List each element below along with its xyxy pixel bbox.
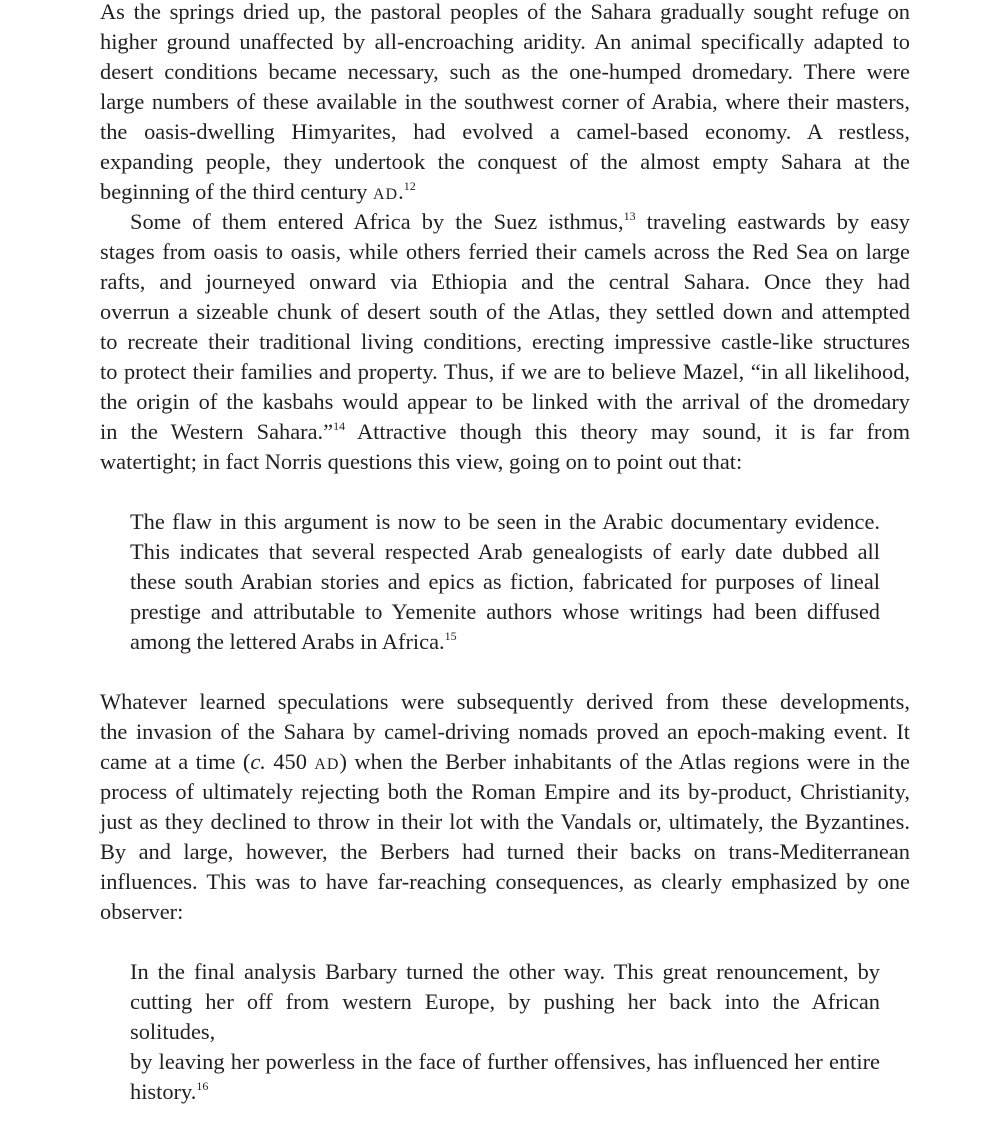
text-line: observer: xyxy=(100,899,184,924)
text-line: prestige and attributable to Yemenite authors whose writings had been diffused xyxy=(130,599,880,624)
text-line: watertight; in fact Norris questions this view, going on to point out that: xyxy=(100,449,743,474)
text: history. xyxy=(130,1079,197,1104)
paragraph-2 xyxy=(100,207,910,477)
text-line: process of ultimately rejecting both the Roman Empire and its by-product, Christianity, xyxy=(100,779,910,804)
text-line xyxy=(130,627,880,657)
text: ) when the Berber inhabitants of the Atlas regions were in the xyxy=(339,749,910,774)
text-line xyxy=(100,207,910,237)
text-line: just as they declined to throw in their lot with the Vandals or, ultimately, the Byzantines. xyxy=(100,809,910,834)
small-caps-era: ad xyxy=(372,179,399,204)
book-page xyxy=(100,0,910,1137)
text-line: The flaw in this argument is now to be seen in the Arabic documentary evidence. xyxy=(130,509,880,534)
footnote-ref-14[interactable]: 14 xyxy=(333,419,346,433)
text-line: As the springs dried up, the pastoral peoples of the Sahara gradually sought refuge on xyxy=(100,0,910,24)
block-quote-2 xyxy=(130,957,880,1107)
text-line: the oasis-dwelling Himyarites, had evolved a camel-based economy. A restless, xyxy=(100,119,910,144)
small-caps-era: ad xyxy=(314,749,340,774)
footnote-ref-16[interactable]: 16 xyxy=(196,1079,209,1093)
text-line: influences. This was to have far-reaching consequences, as clearly emphasized by one xyxy=(100,869,910,894)
footnote-ref-13[interactable]: 13 xyxy=(623,209,636,223)
footnote-ref-12[interactable]: 12 xyxy=(403,179,416,193)
text: in the Western Sahara.” xyxy=(100,419,334,444)
text-line: rafts, and journeyed onward via Ethiopia and the central Sahara. Once they had xyxy=(100,269,910,294)
text: . xyxy=(398,179,404,204)
text: Attractive though this theory may sound, it is far from xyxy=(345,419,910,444)
text-line: expanding people, they undertook the conquest of the almost empty Sahara at the xyxy=(100,149,910,174)
text-line: higher ground unaffected by all-encroaching aridity. An animal specifically adapted to xyxy=(100,29,910,54)
text-line: stages from oasis to oasis, while others ferried their camels across the Red Sea on large xyxy=(100,239,910,264)
text-line xyxy=(100,177,910,207)
text-line: Whatever learned speculations were subsequently derived from these developments, xyxy=(100,689,910,714)
paragraph-3 xyxy=(100,687,910,927)
text-line: the invasion of the Sahara by camel-driving nomads proved an epoch-making event. It xyxy=(100,719,910,744)
text-line: cutting her off from western Europe, by pushing her back into the African solitudes, xyxy=(130,989,880,1044)
text-line: these south Arabian stories and epics as fiction, fabricated for purposes of lineal xyxy=(130,569,880,594)
text-line: This indicates that several respected Arab genealogists of early date dubbed all xyxy=(130,539,880,564)
italic-circa: c. xyxy=(250,749,266,774)
text-line: overrun a sizeable chunk of desert south of the Atlas, they settled down and attempted xyxy=(100,299,910,324)
text-line: desert conditions became necessary, such as the one-humped dromedary. There were xyxy=(100,59,910,84)
text-line xyxy=(100,417,910,447)
text: Some of them entered Africa by the Suez isthmus, xyxy=(130,209,624,234)
text-line xyxy=(100,747,910,777)
text-line xyxy=(130,1077,880,1107)
text: traveling eastwards by easy xyxy=(635,209,910,234)
text: beginning of the third century xyxy=(100,179,373,204)
text-line: to protect their families and property. Thus, if we are to believe Mazel, “in all likelihood, xyxy=(100,359,910,384)
paragraph-1 xyxy=(100,0,910,207)
text: 450 xyxy=(265,749,315,774)
text-line: In the final analysis Barbary turned the other way. This great renouncement, by xyxy=(130,959,880,984)
footnote-ref-15[interactable]: 15 xyxy=(444,629,457,643)
text-line: By and large, however, the Berbers had turned their backs on trans-Mediterranean xyxy=(100,839,910,864)
text-line: to recreate their traditional living conditions, erecting impressive castle-like structures xyxy=(100,329,910,354)
text: among the lettered Arabs in Africa. xyxy=(130,629,445,654)
text-line: large numbers of these available in the southwest corner of Arabia, where their masters, xyxy=(100,89,910,114)
block-quote-1 xyxy=(130,507,880,657)
text: came at a time ( xyxy=(100,749,251,774)
text-line: by leaving her powerless in the face of further offensives, has influenced her entire xyxy=(130,1049,880,1074)
text-line: the origin of the kasbahs would appear to be linked with the arrival of the dromedary xyxy=(100,389,910,414)
